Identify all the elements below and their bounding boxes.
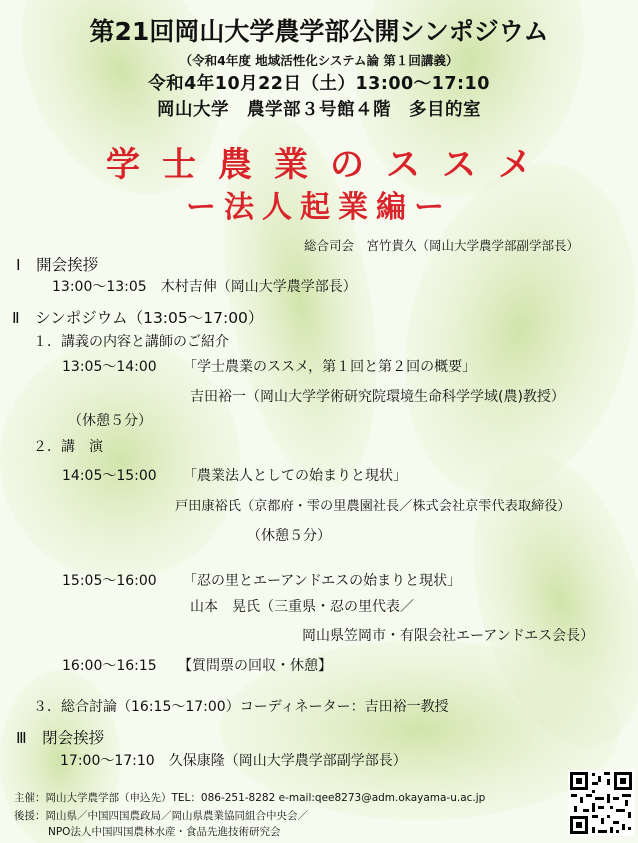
section-3-line: 17:00～17:10 久保康隆（岡山大学農学部副学部長） xyxy=(60,753,407,769)
qa-label: 【質問票の回収・休憩】 xyxy=(178,658,332,674)
supporters-line1: 後援：岡山県／中国四国農政局／岡山県農業協同組合中央会／ xyxy=(14,810,308,822)
qa-time: 16:00～16:15 xyxy=(62,658,157,674)
qr-code-icon xyxy=(568,770,634,836)
section-2-1-heading: １．講義の内容と講師のご紹介 xyxy=(33,334,229,350)
headline: 学士農業のススメ xyxy=(106,145,554,185)
event-venue: 岡山大学 農学部３号館４階 多目的室 xyxy=(157,100,481,120)
talk-1-speaker: 戸田康裕氏（京都府・雫の里農園社長／株式会社京雫代表取締役） xyxy=(175,499,571,514)
section-2-heading: Ⅱ シンポジウム（13:05～17:00） xyxy=(12,309,264,327)
talk-2-speaker-line1: 山本 晃氏（三重県・忍の里代表／ xyxy=(190,599,414,615)
section-3-heading: Ⅲ 閉会挨拶 xyxy=(16,729,105,747)
break-1: （休憩５分） xyxy=(68,413,152,429)
talk-2-speaker-line2: 岡山県笠岡市・有限会社エーアンドエス会長） xyxy=(302,628,595,644)
section-2-3: ３．総合討論（16:15～17:00）コーディネーター：吉田裕一教授 xyxy=(33,699,449,715)
organizer: 主催：岡山大学農学部（申込先）TEL：086-251-8282 e-mail:qee8273@adm.okayama-u.ac.jp xyxy=(14,792,486,804)
talk-2-title: 「忍の里とエーアンドエスの始まりと現状」 xyxy=(183,573,462,589)
talk-2-time: 15:05～16:00 xyxy=(62,573,157,589)
talk-1-time: 14:05～15:00 xyxy=(62,468,157,484)
supporters-line2: NPO法人中国四国農林水産・食品先進技術研究会 xyxy=(48,826,281,838)
event-subtitle: （令和4年度 地域活性化システム論 第１回講義） xyxy=(179,53,459,68)
event-title: 第21回岡山大学農学部公開シンポジウム xyxy=(89,17,549,46)
break-2: （休憩５分） xyxy=(247,528,331,544)
section-1-heading: Ⅰ 開会挨拶 xyxy=(16,256,99,274)
talk-1-title: 「農業法人としての始まりと現状」 xyxy=(183,468,407,484)
lecture-title: 「学士農業のススメ，第１回と第２回の概要」 xyxy=(183,359,477,375)
section-1-line: 13:00～13:05 木村吉伸（岡山大学農学部長） xyxy=(52,279,357,295)
section-2-2-heading: ２．講 演 xyxy=(33,439,103,455)
lecture-speaker: 吉田裕一（岡山大学学術研究院環境生命科学学域(農)教授） xyxy=(190,389,565,405)
headline-sub: ー法人起業編ー xyxy=(186,190,452,225)
moderator: 総合司会 宮竹貴久（岡山大学農学部副学部長） xyxy=(304,238,580,253)
lecture-time: 13:05～14:00 xyxy=(62,359,157,375)
event-datetime: 令和4年10月22日（土）13:00～17:10 xyxy=(148,74,490,94)
